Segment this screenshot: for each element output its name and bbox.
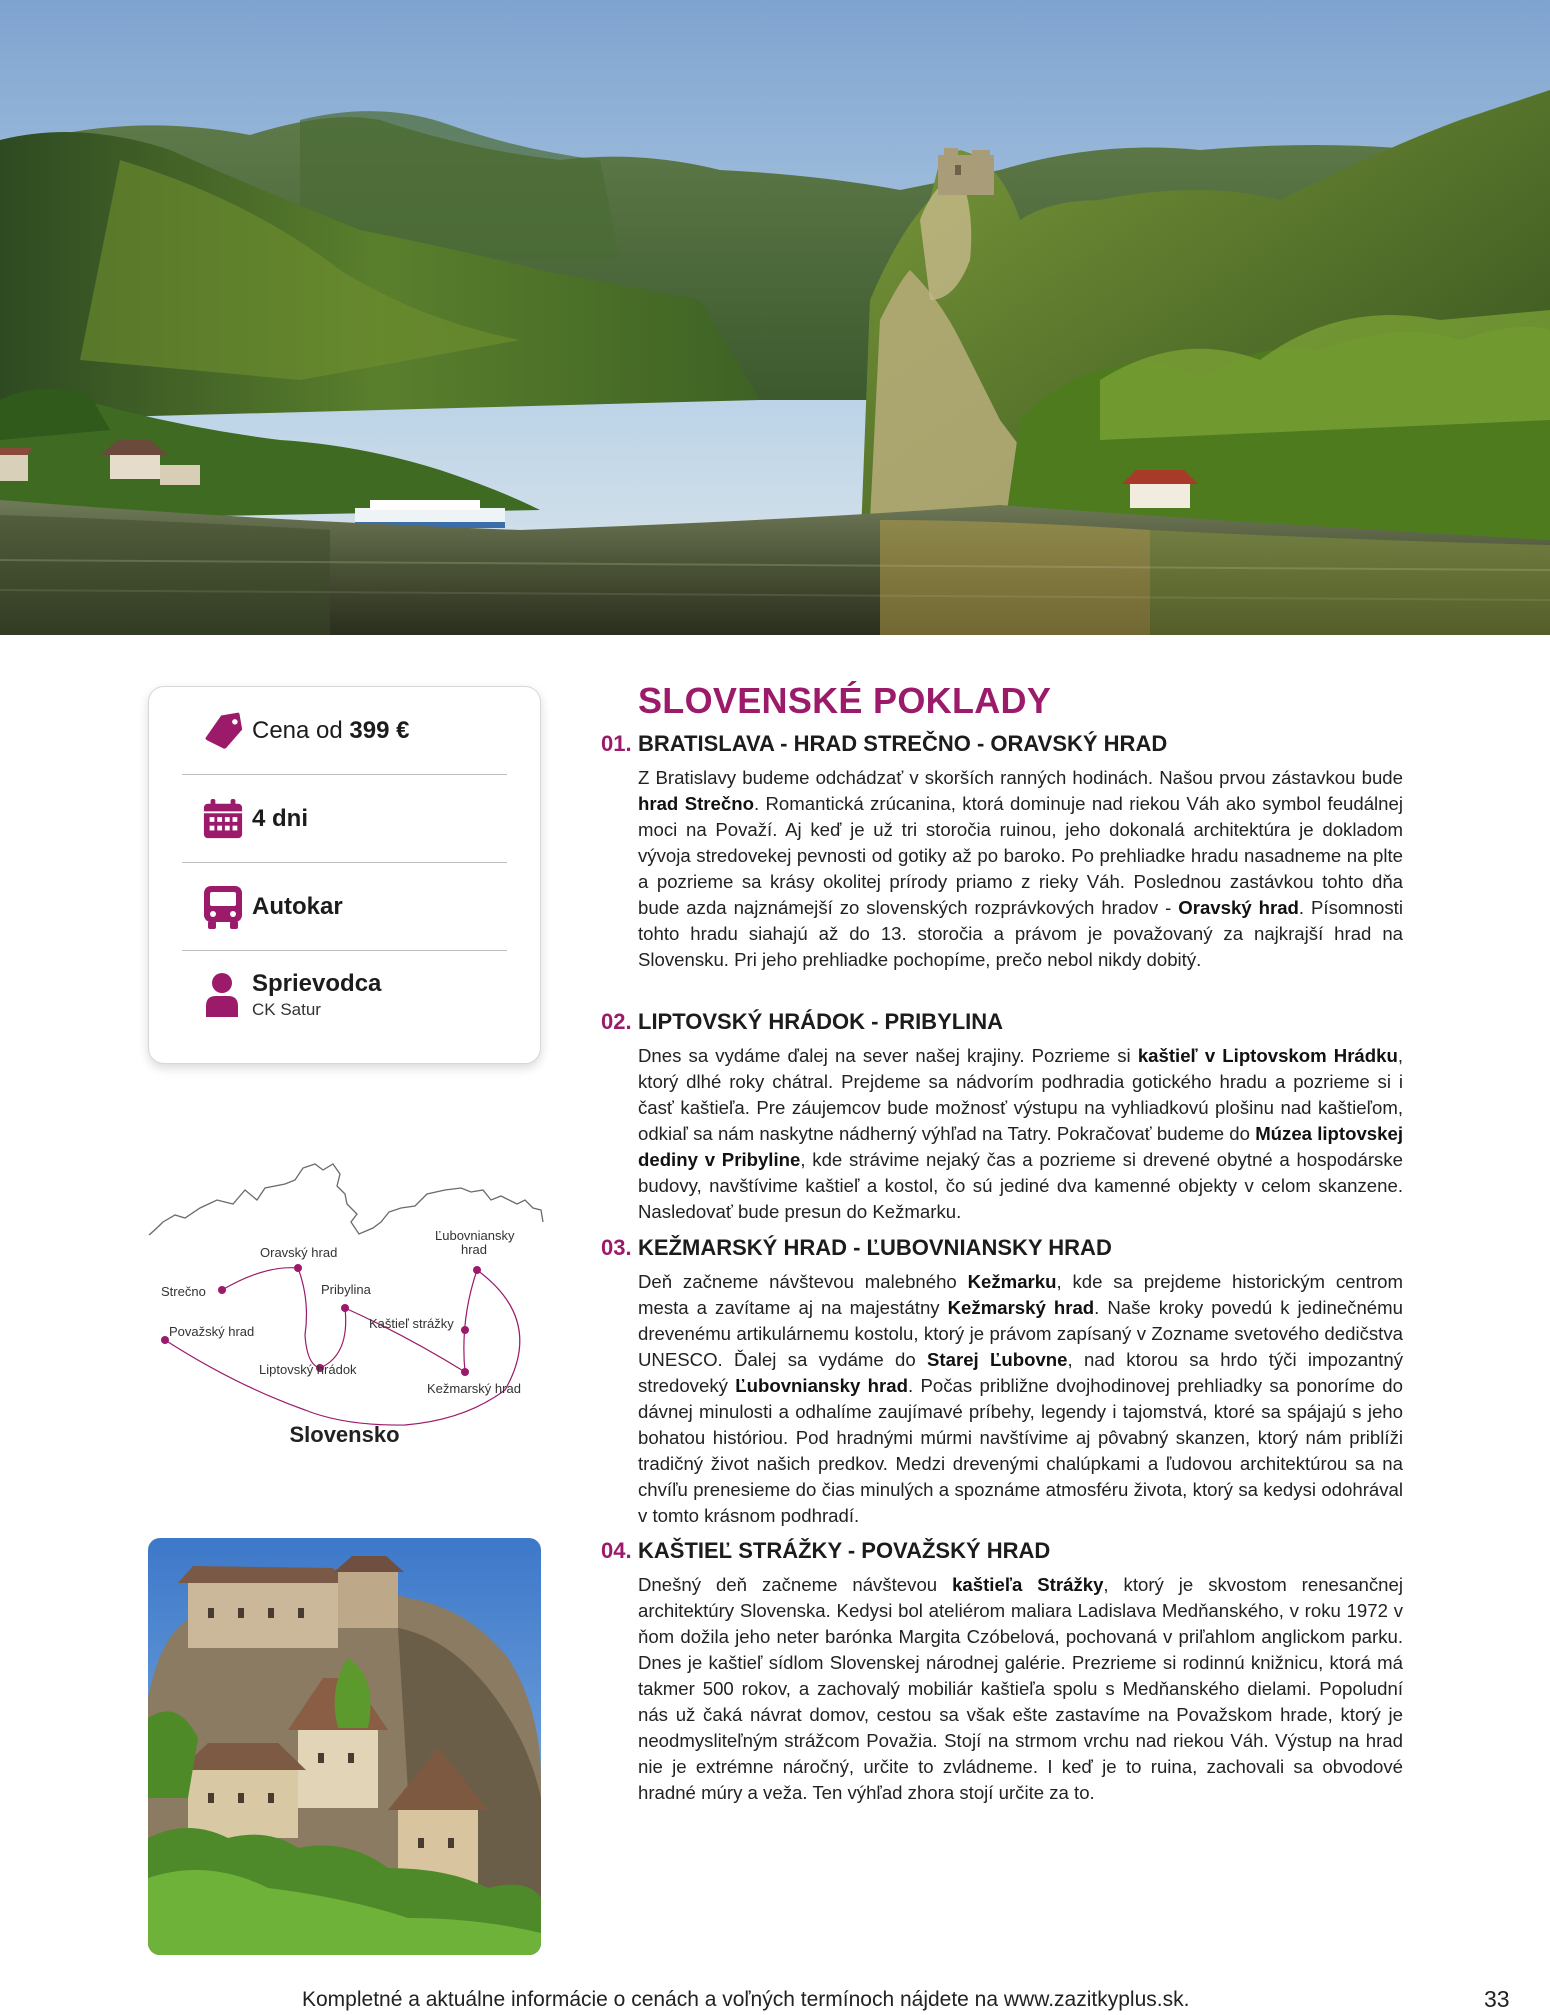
- price-value: 399 €: [349, 716, 410, 744]
- map-label-liptovsky-hradok: Liptovský hrádok: [259, 1362, 357, 1377]
- body-text: Z Bratislavy budeme odchádzať v skorších ranných hodinách. Našou prvou zástavkou bude: [638, 767, 1403, 788]
- body-text: Dnešný deň začneme návštevou: [638, 1574, 953, 1595]
- route-map: [145, 1160, 545, 1460]
- day-section-1: [601, 731, 1403, 973]
- price-row: [182, 687, 507, 775]
- body-text: . Naše kroky povedú k jedinečnému drevenému artikulárnemu kostolu, ktorý je právom zapísaný v Zozname svetového dedičstva UNESCO. Ďalej sa vydáme do: [638, 1297, 1403, 1370]
- duration-row: [182, 775, 507, 863]
- section-heading: KEŽMARSKÝ HRAD - ĽUBOVNIANSKY HRAD: [638, 1235, 1112, 1260]
- highlight-text: Múzea liptovskej dediny v Pribyline: [638, 1123, 1403, 1170]
- day-section-3: [601, 1235, 1403, 1529]
- section-number: 01.: [601, 731, 632, 756]
- day-section-2: [601, 1009, 1403, 1225]
- body-text: Deň začneme návštevou malebného: [638, 1271, 968, 1292]
- body-text: , kde strávime nejaký čas a pozrieme si drevené obytné a hospodárske budovy, navštívime kaštieľ a kostol, čo sú jediné dva kamenné objekty v celom skanzene. Nasledovať bude presun do Kežmarku.: [638, 1149, 1403, 1222]
- trip-info-card: [148, 686, 541, 1064]
- section-body: [638, 765, 1403, 973]
- section-heading: KAŠTIEĽ STRÁŽKY - POVAŽSKÝ HRAD: [638, 1538, 1051, 1563]
- orava-castle-photo: [148, 1538, 541, 1955]
- section-number: 04.: [601, 1538, 632, 1563]
- hero-photo-strecno-castle: [0, 0, 1550, 635]
- map-label-kezmarsky-hrad: Kežmarský hrad: [427, 1381, 521, 1396]
- map-label-lubovniansky: Ľubovniansky: [435, 1228, 515, 1243]
- section-number: 02.: [601, 1009, 632, 1034]
- page-title: SLOVENSKÉ POKLADY: [638, 680, 1052, 721]
- highlight-text: Ľubovniansky hrad: [735, 1375, 908, 1396]
- highlight-text: hrad Strečno: [638, 793, 754, 814]
- body-text: , nad ktorou sa hrdo týči impozantný stredoveký: [638, 1349, 1403, 1396]
- map-label-oravsky-hrad: Oravský hrad: [260, 1245, 338, 1260]
- section-number: 03.: [601, 1235, 632, 1260]
- map-label-strecno: Strečno: [161, 1284, 206, 1299]
- map-label-kastiel-strazky: Kaštieľ strážky: [369, 1316, 454, 1331]
- highlight-text: Oravský hrad: [1178, 897, 1299, 918]
- duration-value: 4 dni: [252, 804, 309, 832]
- calendar-icon: [182, 797, 244, 841]
- map-caption: Slovensko: [289, 1422, 400, 1447]
- day-section-4: [601, 1538, 1403, 1806]
- body-text: , ktorý je skvostom renesančnej architektúry Slovenska. Kedysi bol ateliérom maliara Ladislava Medňanského, v roku 1972 v ňom dožila jeho neter barónka Margita Czóbelová, pochovaná v priľahlom anglickom parku. Dnes je kaštieľ sídlom Slovenskej národnej galérie. Prezrieme si rodinnú knižnicu, ktorá má takmer 500 rokov, a zachovalý mobiliár kaštieľa spolu s Medňanského dielami. Popoludní nás už čaká návrat domov, cestou sa však ešte zastavíme na Považskom hrade, ktorý je neodmysliteľným strážcom Považia. Stojí na strmom vrchu nad riekou Váh. Výstup na hrad nie je extrémne náročný, určite to zvládneme. I keď je to ruina, zachovali sa obvodové hradné múry a veža. Ten výhľad zhora stojí určite za to.: [638, 1574, 1403, 1803]
- page-number: 33: [1484, 1986, 1510, 2012]
- body-text: , ktorý dlhé roky chátral. Prejdeme sa nádvorím podhradia gotického hradu a pozrieme si i časť kaštieľa. Pre záujemcov bude možnosť výstupu na vyhliadkovú plošinu nad kaštieľom, odkiaľ sa nám naskytne nádherný výhľad na Tatry. Pokračovať budeme do: [638, 1045, 1403, 1144]
- guide-sub: CK Satur: [252, 1000, 321, 1019]
- highlight-text: Kežmarský hrad: [947, 1297, 1095, 1318]
- section-body: [638, 1043, 1403, 1225]
- map-label-lubovniansky-hrad: hrad: [461, 1242, 488, 1257]
- section-body: [638, 1572, 1403, 1806]
- slovakia-border: [149, 1164, 543, 1235]
- bus-icon: [182, 884, 244, 930]
- guide-row: [182, 951, 507, 1039]
- section-heading: LIPTOVSKÝ HRÁDOK - PRIBYLINA: [638, 1009, 1004, 1034]
- map-label-povazsky-hrad: Považský hrad: [169, 1324, 255, 1339]
- section-heading: BRATISLAVA - HRAD STREČNO - ORAVSKÝ HRAD: [638, 731, 1168, 756]
- body-text: , kde sa prejdeme historickým centrom mesta a zavítame aj na majestátny: [638, 1271, 1403, 1318]
- map-label-pribylina: Pribylina: [321, 1282, 371, 1297]
- transport-value: Autokar: [252, 892, 343, 920]
- body-text: . Počas približne dvojhodinovej prehliadky sa ponoríme do dávnej minulosti a odhalíme zaujímavé príbehy, legendy i tajomstvá, ktoré sa spájajú s jeho bohatou históriou. Pod hradnými múrmi navštívime aj pôvabný skanzen, ktorý nám priblíži tradičný život našich predkov. Medzi drevenými chalúpkami a ľudovou architektúrou sa na chvíľu prenesieme do čias minulých a spoznáme atmosféru života, ktorý sa kedysi odohrával v tomto krásnom podhradí.: [638, 1375, 1403, 1526]
- body-text: . Romantická zrúcanina, ktorá dominuje nad riekou Váh ako symbol feudálnej moci na Považí. Aj keď je už tri storočia ruinou, jeho dokonalá architektúra je dokladom vývoja stredovekej pevnosti od gotiky až po baroko. Po prehliadke hradu nasadneme na plte a pozrieme sa krásy okolitej prírody priamo z rieky Váh. Poslednou zastávkou tohto dňa bude azda najznámejší zo slovenských rozprávkových hradov -: [638, 793, 1403, 918]
- section-body: [638, 1269, 1403, 1529]
- highlight-text: kaštieľ v Liptovskom Hrádku: [1137, 1045, 1398, 1066]
- guide-value: Sprievodca: [252, 970, 382, 997]
- footer-info: Kompletné a aktuálne informácie o cenách a voľných termínoch nájdete na www.zazitkyplus.sk.: [302, 1988, 1190, 2011]
- price-tag-icon: [182, 711, 244, 751]
- highlight-text: Starej Ľubovne: [927, 1349, 1068, 1370]
- body-text: . Písomnosti tohto hradu siahajú až do 13. storočia a právom je považovaný za najkrajší hrad na Slovensku. Pri jeho prehliadke pochopíme, prečo nebol nikdy dobitý.: [638, 897, 1403, 970]
- highlight-text: kaštieľa Strážky: [952, 1574, 1104, 1595]
- highlight-text: Kežmarku: [967, 1271, 1057, 1292]
- person-icon: [182, 972, 244, 1018]
- transport-row: [182, 863, 507, 951]
- price-label: Cena od: [252, 716, 343, 744]
- body-text: Dnes sa vydáme ďalej na sever našej krajiny. Pozrieme si: [638, 1045, 1138, 1066]
